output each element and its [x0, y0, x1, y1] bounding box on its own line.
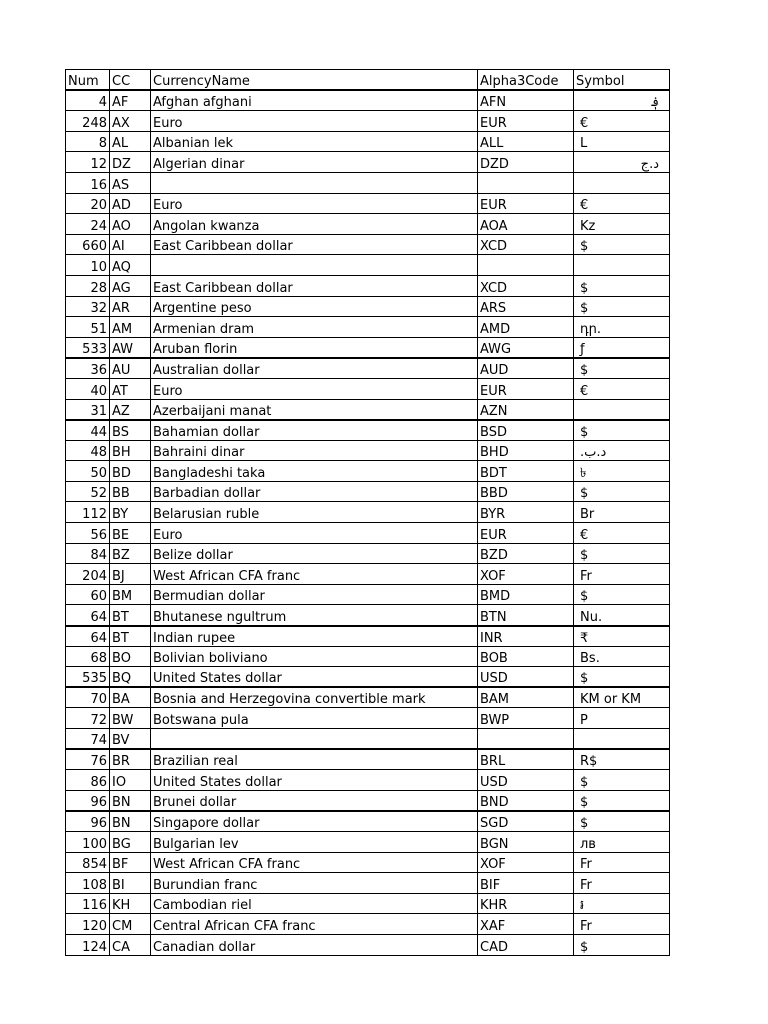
table-row [66, 523, 670, 544]
table-row [66, 852, 670, 873]
table-row [66, 790, 670, 811]
num-cell: 64 [66, 605, 110, 626]
alpha3code-cell: AWG [478, 337, 574, 358]
table-row [66, 873, 670, 894]
num-cell: 31 [66, 399, 110, 420]
num-cell: 56 [66, 523, 110, 544]
num-cell: 8 [66, 131, 110, 152]
symbol-cell: դր. [574, 317, 670, 338]
symbol-cell: ƒ [574, 337, 670, 358]
currency-name-cell: Algerian dinar [151, 152, 478, 173]
table-row [66, 481, 670, 502]
symbol-cell: $ [574, 275, 670, 296]
symbol-cell: € [574, 523, 670, 544]
table-row [66, 626, 670, 647]
header-cc: CC [110, 70, 151, 91]
symbol-cell [574, 172, 670, 193]
cc-cell: AL [110, 131, 151, 152]
currency-table [65, 69, 670, 956]
header-currency-name: CurrencyName [151, 70, 478, 91]
table-row [66, 399, 670, 420]
cc-cell: AO [110, 214, 151, 235]
table-row [66, 831, 670, 852]
cc-cell: BG [110, 831, 151, 852]
currency-name-cell: Singapore dollar [151, 811, 478, 832]
currency-name-cell: East Caribbean dollar [151, 275, 478, 296]
currency-name-cell: Brazilian real [151, 749, 478, 770]
table-row [66, 358, 670, 379]
table-row [66, 605, 670, 626]
cc-cell: BT [110, 626, 151, 647]
header-row [66, 70, 670, 91]
table-row [66, 687, 670, 708]
num-cell: 12 [66, 152, 110, 173]
symbol-cell: L [574, 131, 670, 152]
symbol-cell: € [574, 193, 670, 214]
num-cell: 68 [66, 646, 110, 667]
num-cell: 74 [66, 729, 110, 750]
currency-name-cell: Australian dollar [151, 358, 478, 379]
cc-cell: AQ [110, 255, 151, 276]
symbol-cell: ৳ [574, 461, 670, 482]
currency-name-cell: Bahamian dollar [151, 420, 478, 441]
cc-cell: BV [110, 729, 151, 750]
table-row [66, 708, 670, 729]
num-cell: 248 [66, 111, 110, 132]
table-row [66, 749, 670, 770]
alpha3code-cell: USD [478, 770, 574, 791]
currency-name-cell: Afghan afghani [151, 90, 478, 111]
alpha3code-cell: XCD [478, 234, 574, 255]
symbol-cell: € [574, 378, 670, 399]
alpha3code-cell: BRL [478, 749, 574, 770]
alpha3code-cell: AUD [478, 358, 574, 379]
cc-cell: BA [110, 687, 151, 708]
table-row [66, 296, 670, 317]
table-row [66, 646, 670, 667]
symbol-cell: $ [574, 790, 670, 811]
table-row [66, 378, 670, 399]
currency-name-cell [151, 172, 478, 193]
alpha3code-cell: BBD [478, 481, 574, 502]
table-row [66, 131, 670, 152]
alpha3code-cell: USD [478, 667, 574, 688]
cc-cell: IO [110, 770, 151, 791]
alpha3code-cell: AMD [478, 317, 574, 338]
currency-name-cell: Bosnia and Herzegovina convertible mark [151, 687, 478, 708]
table-row [66, 275, 670, 296]
num-cell: 70 [66, 687, 110, 708]
currency-name-cell: Cambodian riel [151, 893, 478, 914]
alpha3code-cell [478, 255, 574, 276]
alpha3code-cell: BTN [478, 605, 574, 626]
header-symbol: Symbol [574, 70, 670, 91]
table-row [66, 543, 670, 564]
currency-name-cell: Burundian franc [151, 873, 478, 894]
cc-cell: BI [110, 873, 151, 894]
alpha3code-cell: AOA [478, 214, 574, 235]
alpha3code-cell: INR [478, 626, 574, 647]
currency-name-cell [151, 255, 478, 276]
num-cell: 112 [66, 502, 110, 523]
cc-cell: BJ [110, 564, 151, 585]
cc-cell: AF [110, 90, 151, 111]
table-row [66, 234, 670, 255]
alpha3code-cell: AZN [478, 399, 574, 420]
cc-cell: AG [110, 275, 151, 296]
alpha3code-cell: BGN [478, 831, 574, 852]
alpha3code-cell: XOF [478, 564, 574, 585]
alpha3code-cell: SGD [478, 811, 574, 832]
currency-name-cell: United States dollar [151, 770, 478, 791]
num-cell: 204 [66, 564, 110, 585]
alpha3code-cell: BSD [478, 420, 574, 441]
symbol-cell: د.ج [574, 152, 670, 173]
alpha3code-cell: EUR [478, 523, 574, 544]
num-cell: 36 [66, 358, 110, 379]
cc-cell: AX [110, 111, 151, 132]
table-row [66, 317, 670, 338]
symbol-cell: ؋ [574, 90, 670, 111]
num-cell: 100 [66, 831, 110, 852]
num-cell: 44 [66, 420, 110, 441]
alpha3code-cell: BMD [478, 584, 574, 605]
cc-cell: AM [110, 317, 151, 338]
alpha3code-cell [478, 729, 574, 750]
alpha3code-cell: KHR [478, 893, 574, 914]
table-row [66, 255, 670, 276]
header-alpha3code: Alpha3Code [478, 70, 574, 91]
symbol-cell: $ [574, 481, 670, 502]
cc-cell: AW [110, 337, 151, 358]
cc-cell: AR [110, 296, 151, 317]
num-cell: 116 [66, 893, 110, 914]
symbol-cell: Nu. [574, 605, 670, 626]
table-row [66, 914, 670, 935]
alpha3code-cell: BYR [478, 502, 574, 523]
symbol-cell: $ [574, 358, 670, 379]
num-cell: 84 [66, 543, 110, 564]
header-num: Num [66, 70, 110, 91]
symbol-cell: P [574, 708, 670, 729]
cc-cell: BR [110, 749, 151, 770]
alpha3code-cell: BZD [478, 543, 574, 564]
cc-cell: BQ [110, 667, 151, 688]
table-row [66, 172, 670, 193]
num-cell: 96 [66, 790, 110, 811]
symbol-cell: Fr [574, 914, 670, 935]
alpha3code-cell: BND [478, 790, 574, 811]
cc-cell: CM [110, 914, 151, 935]
currency-name-cell: Euro [151, 378, 478, 399]
currency-name-cell: Armenian dram [151, 317, 478, 338]
num-cell: 20 [66, 193, 110, 214]
alpha3code-cell: BHD [478, 440, 574, 461]
num-cell: 64 [66, 626, 110, 647]
cc-cell: BN [110, 811, 151, 832]
table-row [66, 337, 670, 358]
num-cell: 72 [66, 708, 110, 729]
symbol-cell: R$ [574, 749, 670, 770]
symbol-cell: ₹ [574, 626, 670, 647]
num-cell: 32 [66, 296, 110, 317]
cc-cell: BT [110, 605, 151, 626]
symbol-cell: Fr [574, 852, 670, 873]
num-cell: 76 [66, 749, 110, 770]
alpha3code-cell: XOF [478, 852, 574, 873]
currency-name-cell: Canadian dollar [151, 934, 478, 955]
currency-name-cell: Euro [151, 111, 478, 132]
cc-cell: BY [110, 502, 151, 523]
symbol-cell: Bs. [574, 646, 670, 667]
alpha3code-cell: DZD [478, 152, 574, 173]
currency-name-cell: West African CFA franc [151, 852, 478, 873]
cc-cell: AS [110, 172, 151, 193]
table-row [66, 729, 670, 750]
num-cell: 28 [66, 275, 110, 296]
currency-name-cell: Belarusian ruble [151, 502, 478, 523]
alpha3code-cell: ARS [478, 296, 574, 317]
alpha3code-cell: EUR [478, 193, 574, 214]
num-cell: 108 [66, 873, 110, 894]
symbol-cell [574, 255, 670, 276]
cc-cell: BW [110, 708, 151, 729]
symbol-cell: $ [574, 296, 670, 317]
alpha3code-cell: AFN [478, 90, 574, 111]
cc-cell: AD [110, 193, 151, 214]
cc-cell: AT [110, 378, 151, 399]
table-row [66, 934, 670, 955]
symbol-cell: KM or KM [574, 687, 670, 708]
symbol-cell: ៛ [574, 893, 670, 914]
table-row [66, 111, 670, 132]
currency-name-cell: West African CFA franc [151, 564, 478, 585]
cc-cell: BF [110, 852, 151, 873]
currency-name-cell: Bulgarian lev [151, 831, 478, 852]
cc-cell: DZ [110, 152, 151, 173]
num-cell: 96 [66, 811, 110, 832]
symbol-cell: лв [574, 831, 670, 852]
alpha3code-cell: BDT [478, 461, 574, 482]
cc-cell: BN [110, 790, 151, 811]
num-cell: 40 [66, 378, 110, 399]
table-row [66, 440, 670, 461]
currency-name-cell: Central African CFA franc [151, 914, 478, 935]
table-row [66, 770, 670, 791]
currency-name-cell: Bangladeshi taka [151, 461, 478, 482]
table-row [66, 584, 670, 605]
cc-cell: BM [110, 584, 151, 605]
symbol-cell [574, 729, 670, 750]
cc-cell: KH [110, 893, 151, 914]
cc-cell: BO [110, 646, 151, 667]
cc-cell: CA [110, 934, 151, 955]
cc-cell: AU [110, 358, 151, 379]
cc-cell: AI [110, 234, 151, 255]
currency-name-cell: Bahraini dinar [151, 440, 478, 461]
table-row [66, 152, 670, 173]
num-cell: 660 [66, 234, 110, 255]
alpha3code-cell: CAD [478, 934, 574, 955]
num-cell: 120 [66, 914, 110, 935]
currency-name-cell: Albanian lek [151, 131, 478, 152]
alpha3code-cell [478, 172, 574, 193]
alpha3code-cell: BIF [478, 873, 574, 894]
table-row [66, 564, 670, 585]
num-cell: 24 [66, 214, 110, 235]
table-row [66, 667, 670, 688]
num-cell: 16 [66, 172, 110, 193]
currency-name-cell: Argentine peso [151, 296, 478, 317]
num-cell: 50 [66, 461, 110, 482]
symbol-cell: $ [574, 811, 670, 832]
num-cell: 48 [66, 440, 110, 461]
table-row [66, 811, 670, 832]
num-cell: 52 [66, 481, 110, 502]
currency-name-cell: East Caribbean dollar [151, 234, 478, 255]
num-cell: 60 [66, 584, 110, 605]
symbol-cell: $ [574, 420, 670, 441]
num-cell: 86 [66, 770, 110, 791]
currency-name-cell: Euro [151, 193, 478, 214]
symbol-cell: $ [574, 584, 670, 605]
symbol-cell: Fr [574, 873, 670, 894]
cc-cell: BH [110, 440, 151, 461]
num-cell: 854 [66, 852, 110, 873]
currency-name-cell: Azerbaijani manat [151, 399, 478, 420]
currency-name-cell: Belize dollar [151, 543, 478, 564]
alpha3code-cell: EUR [478, 378, 574, 399]
currency-name-cell: Euro [151, 523, 478, 544]
cc-cell: BD [110, 461, 151, 482]
currency-name-cell: Angolan kwanza [151, 214, 478, 235]
currency-name-cell: Bermudian dollar [151, 584, 478, 605]
table-row [66, 502, 670, 523]
alpha3code-cell: BWP [478, 708, 574, 729]
symbol-cell: $ [574, 770, 670, 791]
cc-cell: BS [110, 420, 151, 441]
table-row [66, 90, 670, 111]
currency-name-cell: Botswana pula [151, 708, 478, 729]
symbol-cell: Fr [574, 564, 670, 585]
currency-name-cell: Barbadian dollar [151, 481, 478, 502]
cc-cell: BE [110, 523, 151, 544]
symbol-cell: Kz [574, 214, 670, 235]
num-cell: 4 [66, 90, 110, 111]
cc-cell: AZ [110, 399, 151, 420]
num-cell: 10 [66, 255, 110, 276]
currency-name-cell: Brunei dollar [151, 790, 478, 811]
alpha3code-cell: XAF [478, 914, 574, 935]
symbol-cell: Br [574, 502, 670, 523]
cc-cell: BB [110, 481, 151, 502]
symbol-cell: $ [574, 667, 670, 688]
alpha3code-cell: EUR [478, 111, 574, 132]
currency-name-cell: United States dollar [151, 667, 478, 688]
alpha3code-cell: XCD [478, 275, 574, 296]
alpha3code-cell: ALL [478, 131, 574, 152]
symbol-cell: $ [574, 234, 670, 255]
alpha3code-cell: BOB [478, 646, 574, 667]
currency-name-cell: Bhutanese ngultrum [151, 605, 478, 626]
currency-name-cell [151, 729, 478, 750]
symbol-cell: $ [574, 543, 670, 564]
num-cell: 124 [66, 934, 110, 955]
symbol-cell [574, 399, 670, 420]
num-cell: 51 [66, 317, 110, 338]
symbol-cell: $ [574, 934, 670, 955]
symbol-cell: .د.ب [574, 440, 670, 461]
symbol-cell: € [574, 111, 670, 132]
num-cell: 535 [66, 667, 110, 688]
table-row [66, 893, 670, 914]
currency-name-cell: Aruban florin [151, 337, 478, 358]
table-row [66, 420, 670, 441]
cc-cell: BZ [110, 543, 151, 564]
alpha3code-cell: BAM [478, 687, 574, 708]
table-row [66, 214, 670, 235]
currency-name-cell: Indian rupee [151, 626, 478, 647]
num-cell: 533 [66, 337, 110, 358]
table-row [66, 193, 670, 214]
currency-name-cell: Bolivian boliviano [151, 646, 478, 667]
table-row [66, 461, 670, 482]
